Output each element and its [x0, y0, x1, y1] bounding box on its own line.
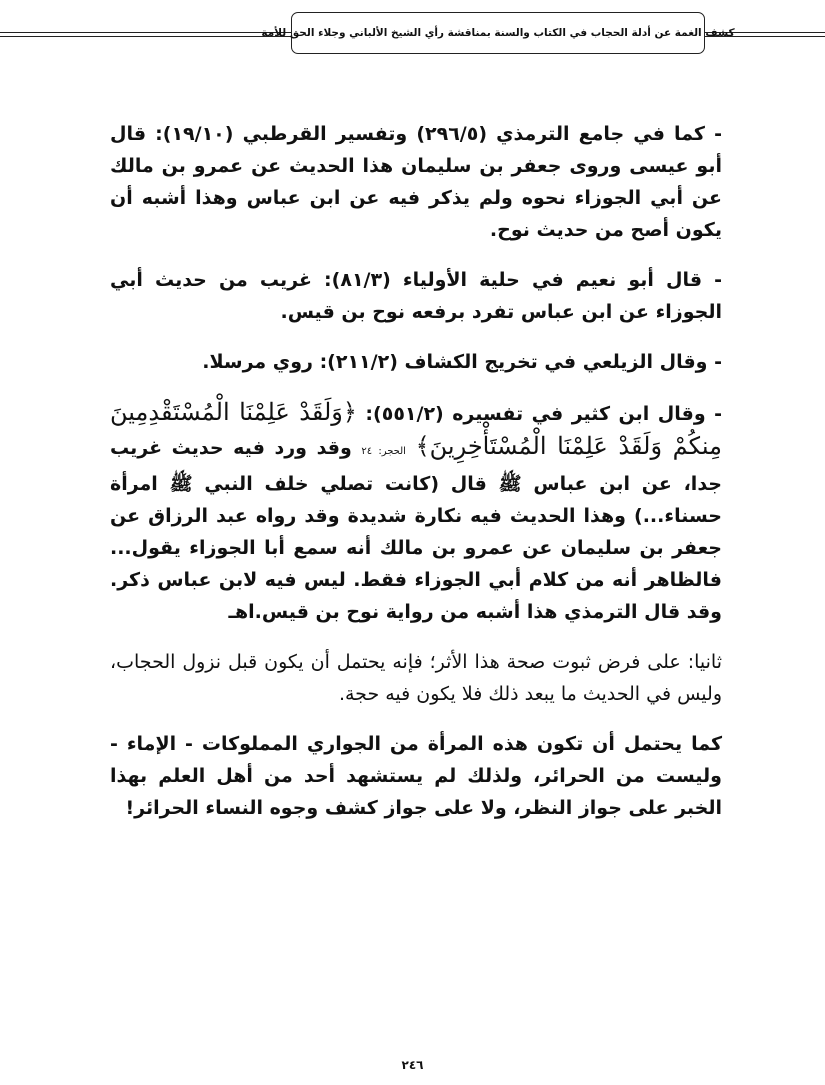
page-body [110, 118, 722, 824]
book-title: كشف الغمة عن أدلة الحجاب في الكتاب والسنة بمناقشة رأي الشيخ الألباني وجلاء الحق للأمة [261, 27, 735, 39]
quran-verse: ﴿وَلَقَدْ عَلِمْنَا الْمُسْتَقْدِمِينَ مِنكُمْ وَلَقَدْ عَلِمْنَا الْمُسْتَأْخِرِينَ﴾ [110, 398, 722, 460]
paragraph-second-point: ثانيا: على فرض ثبوت صحة هذا الأثر؛ فإنه يحتمل أن يكون قبل نزول الحجاب، وليس في الحديث ما يبعد ذلك فلا يكون فيه حجة. [110, 651, 722, 705]
ibn-kathir-commentary: وقد ورد فيه حديث غريب جدا، عن ابن عباس ﷺ قال (كانت تصلي خلف النبي ﷺ امرأة حسناء...) وهذا الحديث فيه نكارة شديدة وقد رواه عبد الرزاق عن جعفر بن سليمان عن عمرو بن مالك أنه سمع أبا الجوزاء يقول... فالظاهر أنه من كلام أبي الجوزاء فقط. ليس فيه لابن عباس ذكر. وقد قال الترمذي هذا أشبه من رواية نوح بن قيس.اهـ [110, 437, 722, 623]
paragraph-abu-nuaim: - قال أبو نعيم في حلية الأولياء (٨١/٣): غريب من حديث أبي الجوزاء عن ابن عباس تفرد برفعه نوح بن قيس. [110, 269, 723, 323]
verse-reference: الحجر: ٢٤ [361, 446, 406, 457]
paragraph-zaylai: - وقال الزيلعي في تخريج الكشاف (٢١١/٢): روي مرسلا. [202, 351, 722, 373]
running-header [261, 12, 735, 54]
page-number: ٢٤٦ [401, 1058, 424, 1072]
paragraph-ibn-kathir [110, 396, 722, 628]
ibn-kathir-intro: - وقال ابن كثير في تفسيره (٥٥١/٢): [356, 403, 722, 425]
paragraph-tirmidhi: - كما في جامع الترمذي (٢٩٦/٥) وتفسير القرطبي (١٩/١٠): قال أبو عيسى وروى جعفر بن سليمان هذا الحديث عن عمرو بن مالك عن أبي الجوزاء نحوه ولم يذكر فيه عن ابن عباس وهذا أشبه أن يكون أصح من حديث نوح. [110, 123, 722, 241]
paragraph-slave-women: كما يحتمل أن تكون هذه المرأة من الجواري المملوكات - الإماء - وليست من الحرائر، ولذلك لم يستشهد أحد من أهل العلم بهذا الخبر على جواز النظر، ولا على جواز كشف وجوه النساء الحرائر! [110, 733, 722, 819]
